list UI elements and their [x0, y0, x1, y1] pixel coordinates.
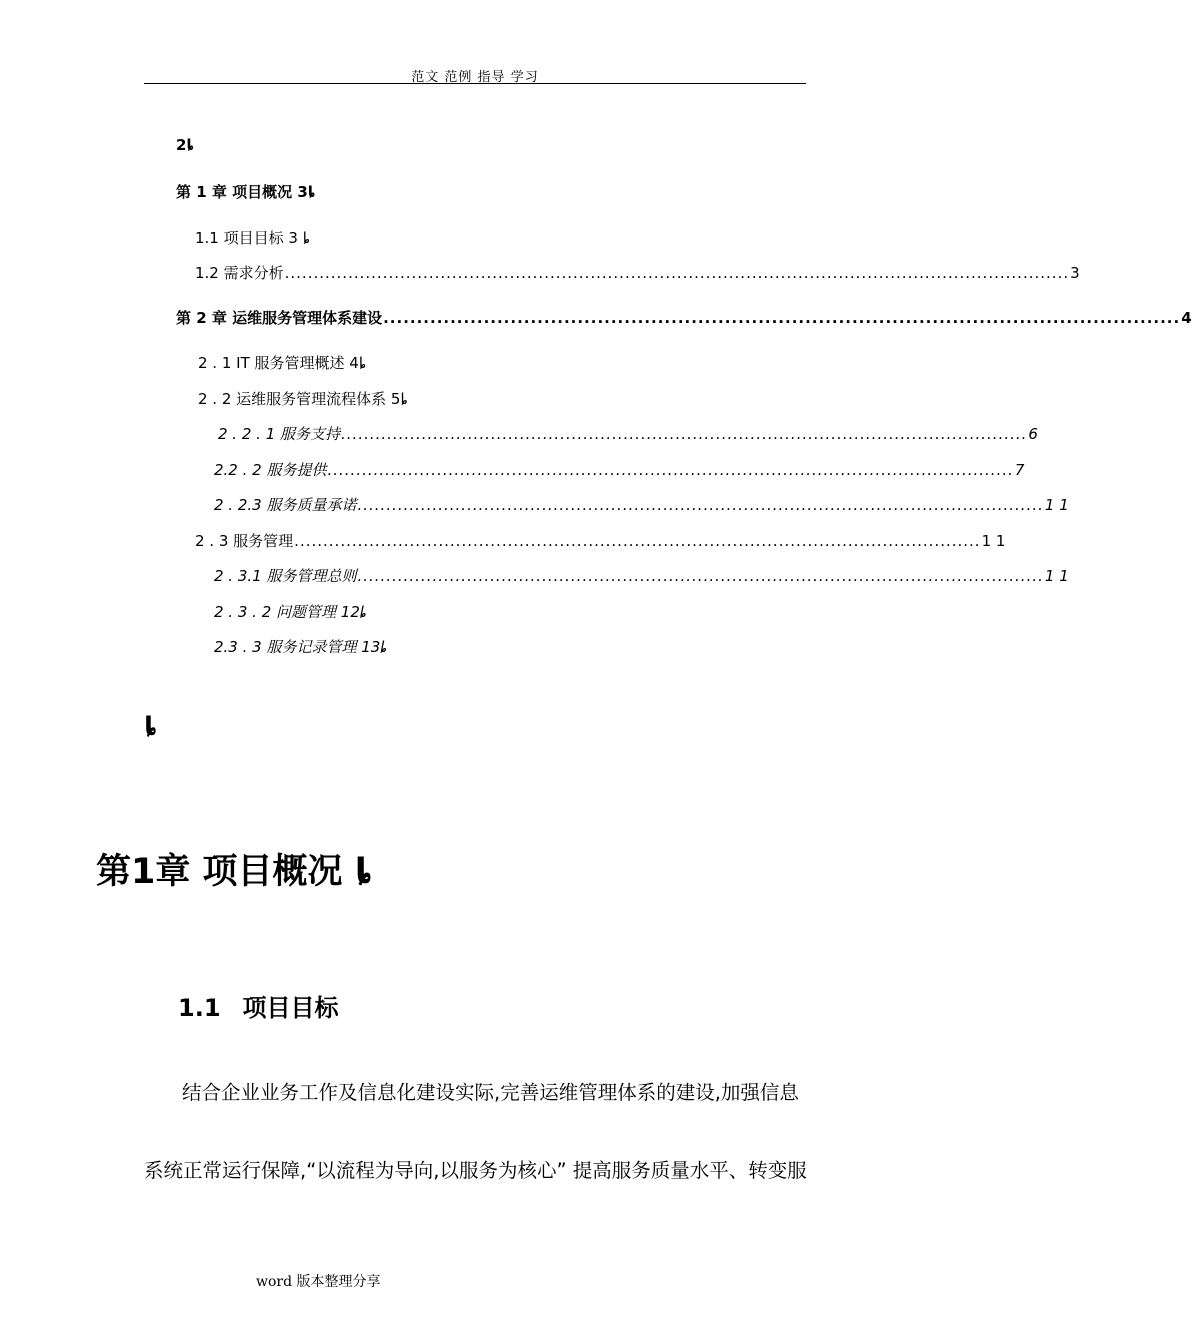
toc-entry[interactable] [214, 637, 806, 657]
toc-entry-label: 2 . 2 . 1 服务支持 [218, 425, 341, 443]
body-paragraph-line: 结合企业业务工作及信息化建设实际,完善运维管理体系的建设,加强信息 [182, 1081, 799, 1104]
toc-entry-label: 2 . 1 IT 服务管理概述 4ȴ [198, 354, 366, 372]
toc-leader-dots: ....................................................................................................................... [341, 425, 1028, 443]
toc-entry-label: 1.2 需求分析 [195, 264, 284, 282]
toc-entry[interactable] [195, 263, 1080, 283]
toc-page-number: 1 1 [981, 532, 1006, 550]
toc-entry-label: 第 2 章 运维服务管理体系建设 [176, 309, 383, 327]
toc-page-number: 4 [1181, 309, 1192, 327]
toc-entry[interactable] [176, 308, 1192, 328]
toc-entry[interactable] [214, 495, 1069, 515]
toc-entry-label: 2.3 . 3 服务记录管理 13ȴ [214, 638, 388, 656]
toc-entry-label: 2 . 3 . 2 问题管理 12ȴ [214, 603, 367, 621]
toc-entry[interactable] [198, 389, 806, 409]
toc-entry[interactable] [214, 566, 1069, 586]
paragraph-mark: ȴ [144, 712, 157, 742]
toc-page-number: 3 [1070, 264, 1080, 282]
toc-entry[interactable] [195, 531, 1006, 551]
toc-leader-dots: ....................................................................................................................... [357, 567, 1044, 585]
toc-entry-label: 1.1 项目目标 3 ȴ [195, 229, 310, 247]
toc-entry[interactable] [176, 182, 806, 202]
toc-entry[interactable] [214, 460, 1025, 480]
toc-entry-label: 2 . 3 服务管理 [195, 532, 294, 550]
header-divider [144, 83, 806, 84]
body-paragraph-line: 系统正常运行保障,“以流程为导向,以服务为核心” 提高服务质量水平、转变服 [144, 1159, 807, 1182]
toc-page-number: 1 1 [1044, 496, 1069, 514]
section-number: 1.1 [178, 994, 221, 1022]
section-title: 项目目标 [242, 994, 339, 1022]
toc-entry-label: 第 1 章 项目概况 3ȴ [176, 183, 316, 201]
section-heading [178, 988, 339, 1023]
toc-fragment: 2ȴ [176, 136, 194, 154]
toc-entry-label: 2 . 3.1 服务管理总则 [214, 567, 357, 585]
toc-entry-label: 2.2 . 2 服务提供 [214, 461, 327, 479]
toc-entry-label: 2 . 2.3 服务质量承诺 [214, 496, 357, 514]
page-footer: word 版本整理分享 [256, 1274, 381, 1290]
toc-entry[interactable] [214, 602, 806, 622]
toc-page-number: 1 1 [1044, 567, 1069, 585]
toc-page-number: 7 [1014, 461, 1025, 479]
header-text: 范文 范例 指导 学习 [411, 70, 539, 85]
toc-leader-dots: ....................................................................................................................... [383, 309, 1181, 327]
toc-entry[interactable] [198, 353, 806, 373]
toc-entry[interactable] [218, 424, 1038, 444]
toc-leader-dots: ....................................................................................................................... [357, 496, 1044, 514]
toc-leader-dots: ....................................................................................................................... [294, 532, 981, 550]
chapter-title: 第1章 项目概况 ȴ [96, 852, 372, 892]
toc-entry-label: 2 . 2 运维服务管理流程体系 5ȴ [198, 390, 408, 408]
toc-leader-dots: ....................................................................................................................... [327, 461, 1014, 479]
toc-entry[interactable] [195, 228, 806, 248]
toc-page-number: 6 [1028, 425, 1038, 443]
toc-leader-dots: ........................................................................................................................................ [284, 264, 1070, 282]
